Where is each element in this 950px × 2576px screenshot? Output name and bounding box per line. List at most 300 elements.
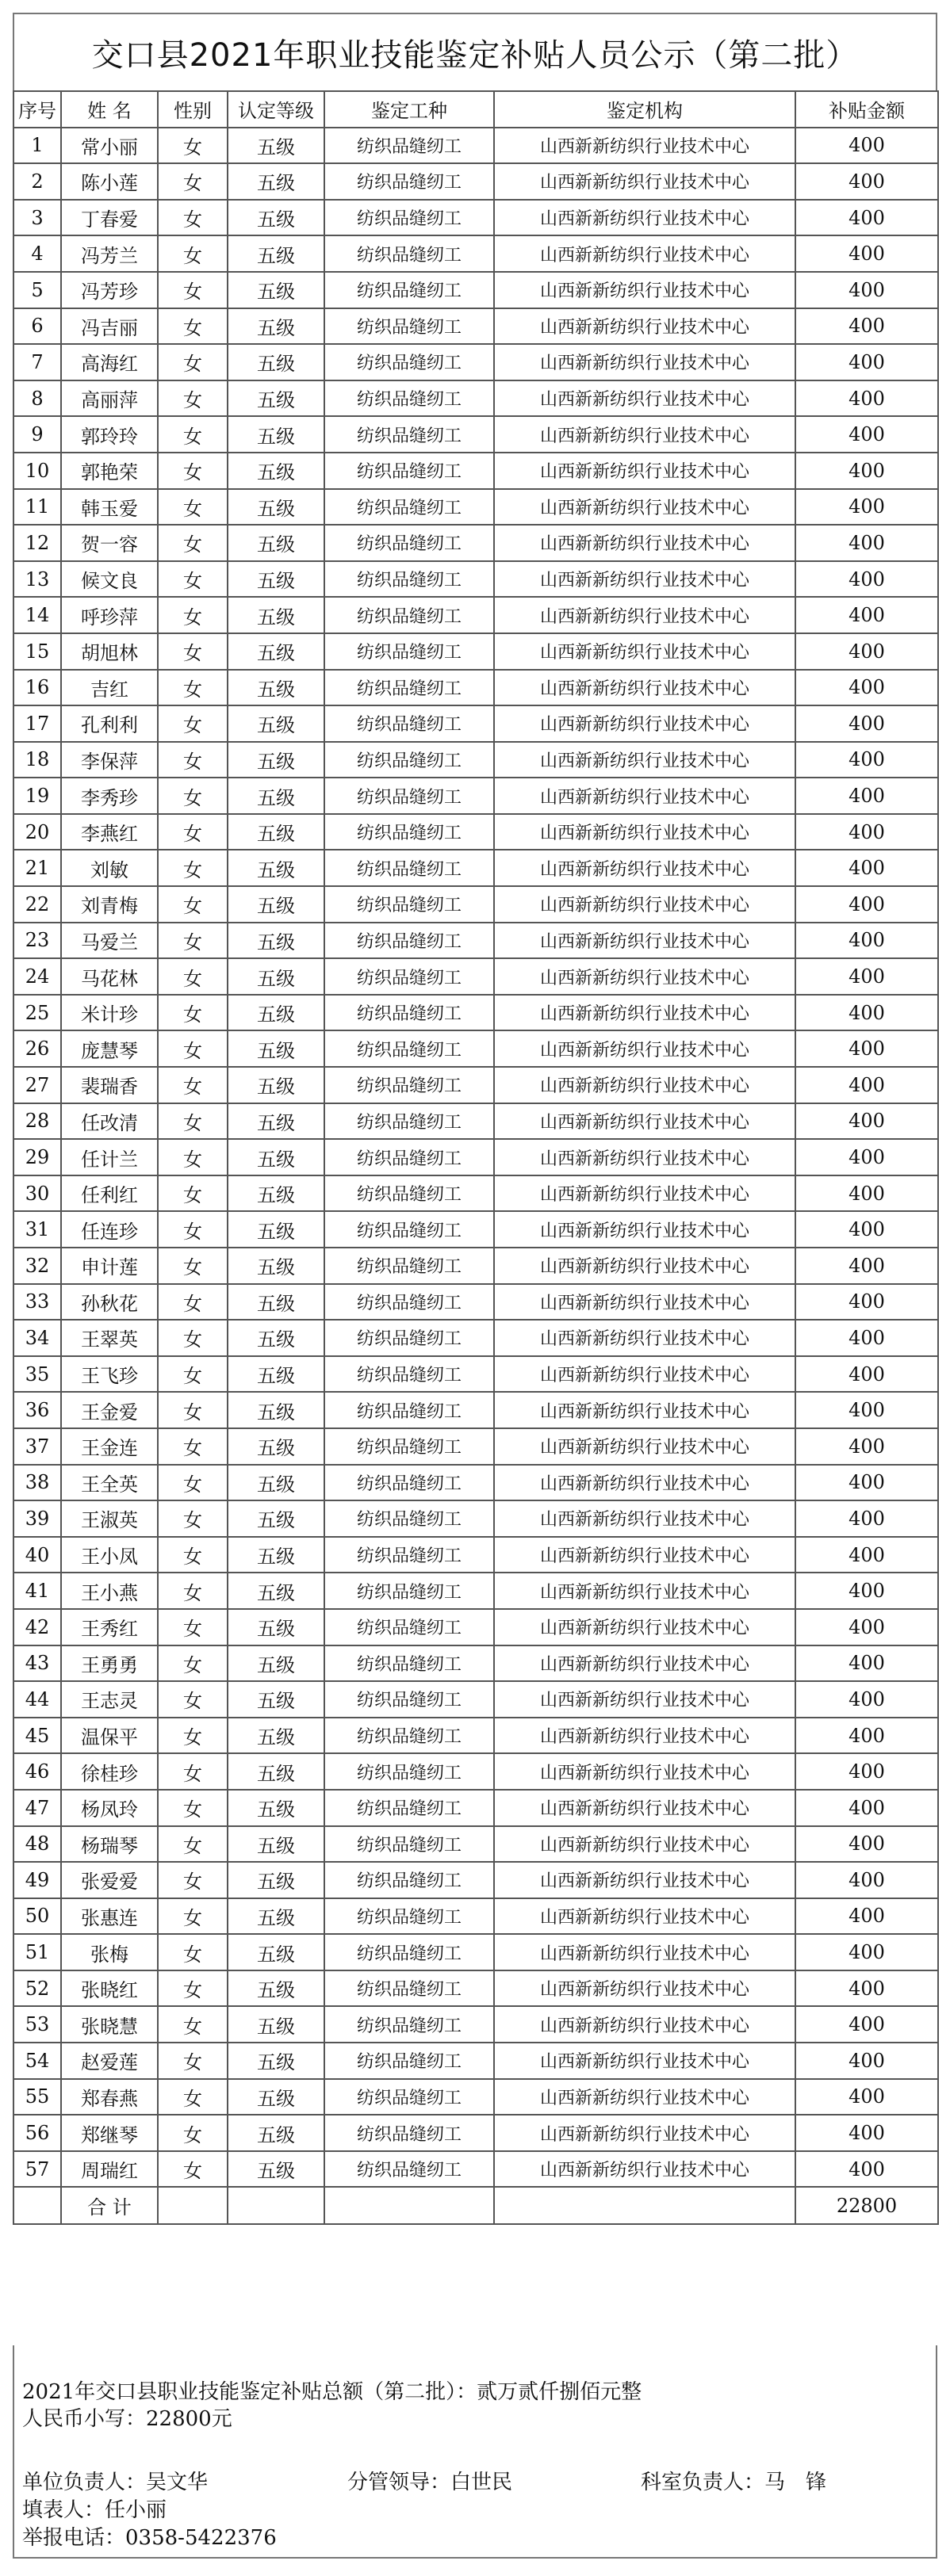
table-row	[13, 1681, 938, 1718]
row-level-cell: 五级	[228, 2043, 324, 2079]
row-trade-cell: 纺织品缝纫工	[324, 163, 494, 200]
row-institution-cell: 山西新新纺织行业技术中心	[494, 1790, 795, 1826]
table-row	[13, 1103, 938, 1140]
row-index-cell: 38	[13, 1465, 61, 1501]
row-institution-cell: 山西新新纺织行业技术中心	[494, 742, 795, 778]
table-row	[13, 1320, 938, 1356]
row-level-cell: 五级	[228, 1067, 324, 1103]
row-level-cell: 五级	[228, 995, 324, 1031]
row-institution-cell: 山西新新纺织行业技术中心	[494, 705, 795, 742]
row-index-cell: 3	[13, 200, 61, 236]
row-gender-cell: 女	[158, 200, 228, 236]
header-cell-gender: 性别	[158, 91, 228, 128]
row-level-cell: 五级	[228, 163, 324, 200]
row-index-cell: 43	[13, 1645, 61, 1682]
row-institution-cell: 山西新新纺织行业技术中心	[494, 597, 795, 633]
row-gender-cell: 女	[158, 1718, 228, 1754]
row-level-cell: 五级	[228, 525, 324, 561]
row-name-cell: 王小燕	[61, 1573, 158, 1609]
row-trade-cell: 纺织品缝纫工	[324, 1428, 494, 1465]
row-amount-cell: 400	[795, 1284, 938, 1320]
row-level-cell: 五级	[228, 1609, 324, 1645]
row-name-cell: 丁春爱	[61, 200, 158, 236]
row-name-cell: 任利红	[61, 1175, 158, 1212]
row-name-cell: 郑春燕	[61, 2079, 158, 2115]
row-name-cell: 周瑞红	[61, 2151, 158, 2188]
row-name-cell: 李燕红	[61, 814, 158, 850]
row-index-cell: 37	[13, 1428, 61, 1465]
row-level-cell: 五级	[228, 344, 324, 380]
row-trade-cell: 纺织品缝纫工	[324, 200, 494, 236]
row-institution-cell: 山西新新纺织行业技术中心	[494, 1862, 795, 1898]
row-amount-cell: 400	[795, 814, 938, 850]
row-level-cell: 五级	[228, 1681, 324, 1718]
row-index-cell: 46	[13, 1753, 61, 1790]
row-index-cell: 50	[13, 1898, 61, 1935]
row-name-cell: 张梅	[61, 1934, 158, 1970]
row-name-cell: 陈小莲	[61, 163, 158, 200]
row-trade-cell: 纺织品缝纫工	[324, 923, 494, 959]
row-institution-cell: 山西新新纺织行业技术中心	[494, 1030, 795, 1067]
row-gender-cell: 女	[158, 344, 228, 380]
row-amount-cell: 400	[795, 1139, 938, 1175]
row-gender-cell: 女	[158, 1898, 228, 1935]
row-institution-cell: 山西新新纺织行业技术中心	[494, 1175, 795, 1212]
header-cell-amount: 补贴金额	[795, 91, 938, 128]
row-trade-cell: 纺织品缝纫工	[324, 561, 494, 598]
row-name-cell: 王勇勇	[61, 1645, 158, 1682]
table-row	[13, 670, 938, 706]
row-gender-cell: 女	[158, 525, 228, 561]
row-name-cell: 韩玉爱	[61, 489, 158, 526]
table-row	[13, 814, 938, 850]
table-row	[13, 163, 938, 200]
unit-head-text: 单位负责人：吴文华	[22, 2471, 209, 2494]
row-level-cell: 五级	[228, 1428, 324, 1465]
row-amount-cell: 400	[795, 1970, 938, 2007]
table-row	[13, 742, 938, 778]
table-row	[13, 850, 938, 886]
row-amount-cell: 400	[795, 1753, 938, 1790]
row-amount-cell: 400	[795, 705, 938, 742]
row-index-cell: 33	[13, 1284, 61, 1320]
row-level-cell: 五级	[228, 886, 324, 923]
row-amount-cell: 400	[795, 561, 938, 598]
row-institution-cell: 山西新新纺织行业技术中心	[494, 1753, 795, 1790]
row-index-cell: 21	[13, 850, 61, 886]
row-gender-cell: 女	[158, 742, 228, 778]
row-level-cell: 五级	[228, 1139, 324, 1175]
total-empty-cell	[228, 2187, 324, 2224]
row-institution-cell: 山西新新纺织行业技术中心	[494, 525, 795, 561]
row-amount-cell: 400	[795, 416, 938, 453]
row-level-cell: 五级	[228, 1537, 324, 1573]
row-gender-cell: 女	[158, 886, 228, 923]
subsidy-table	[13, 90, 939, 2225]
row-index-cell: 40	[13, 1537, 61, 1573]
table-row	[13, 489, 938, 526]
row-name-cell: 冯吉丽	[61, 308, 158, 345]
row-gender-cell: 女	[158, 1537, 228, 1573]
row-trade-cell: 纺织品缝纫工	[324, 1537, 494, 1573]
row-amount-cell: 400	[795, 923, 938, 959]
row-index-cell: 28	[13, 1103, 61, 1140]
row-trade-cell: 纺织品缝纫工	[324, 1753, 494, 1790]
row-amount-cell: 400	[795, 1103, 938, 1140]
row-level-cell: 五级	[228, 1030, 324, 1067]
row-level-cell: 五级	[228, 2079, 324, 2115]
row-name-cell: 王秀红	[61, 1609, 158, 1645]
row-index-cell: 25	[13, 995, 61, 1031]
table-row	[13, 1030, 938, 1067]
row-level-cell: 五级	[228, 561, 324, 598]
row-institution-cell: 山西新新纺织行业技术中心	[494, 1392, 795, 1428]
row-trade-cell: 纺织品缝纫工	[324, 1067, 494, 1103]
table-row	[13, 633, 938, 670]
table-row	[13, 1284, 938, 1320]
row-institution-cell: 山西新新纺织行业技术中心	[494, 778, 795, 814]
row-level-cell: 五级	[228, 1465, 324, 1501]
row-name-cell: 高海红	[61, 344, 158, 380]
row-institution-cell: 山西新新纺织行业技术中心	[494, 272, 795, 308]
row-amount-cell: 400	[795, 1248, 938, 1284]
row-amount-cell: 400	[795, 1320, 938, 1356]
row-institution-cell: 山西新新纺织行业技术中心	[494, 814, 795, 850]
table-row	[13, 1790, 938, 1826]
table-row	[13, 2079, 938, 2115]
table-row	[13, 995, 938, 1031]
row-name-cell: 冯芳珍	[61, 272, 158, 308]
row-gender-cell: 女	[158, 1139, 228, 1175]
row-index-cell: 57	[13, 2151, 61, 2188]
row-institution-cell: 山西新新纺织行业技术中心	[494, 128, 795, 164]
row-gender-cell: 女	[158, 272, 228, 308]
row-level-cell: 五级	[228, 1392, 324, 1428]
table-row	[13, 1428, 938, 1465]
row-trade-cell: 纺织品缝纫工	[324, 272, 494, 308]
row-index-cell: 30	[13, 1175, 61, 1212]
row-amount-cell: 400	[795, 1175, 938, 1212]
row-amount-cell: 400	[795, 886, 938, 923]
header-cell-level: 认定等级	[228, 91, 324, 128]
row-gender-cell: 女	[158, 1609, 228, 1645]
row-index-cell: 55	[13, 2079, 61, 2115]
row-institution-cell: 山西新新纺织行业技术中心	[494, 1826, 795, 1863]
row-gender-cell: 女	[158, 2151, 228, 2188]
row-trade-cell: 纺织品缝纫工	[324, 670, 494, 706]
total-index-cell	[13, 2187, 61, 2224]
row-level-cell: 五级	[228, 1103, 324, 1140]
table-row	[13, 2043, 938, 2079]
table-row	[13, 1934, 938, 1970]
row-amount-cell: 400	[795, 597, 938, 633]
row-amount-cell: 400	[795, 2115, 938, 2151]
row-institution-cell: 山西新新纺织行业技术中心	[494, 1573, 795, 1609]
row-index-cell: 4	[13, 235, 61, 272]
row-level-cell: 五级	[228, 958, 324, 995]
row-trade-cell: 纺织品缝纫工	[324, 742, 494, 778]
row-amount-cell: 400	[795, 1826, 938, 1863]
row-name-cell: 赵爱莲	[61, 2043, 158, 2079]
row-gender-cell: 女	[158, 670, 228, 706]
row-index-cell: 23	[13, 923, 61, 959]
row-gender-cell: 女	[158, 1862, 228, 1898]
table-row	[13, 1139, 938, 1175]
row-gender-cell: 女	[158, 308, 228, 345]
row-institution-cell: 山西新新纺织行业技术中心	[494, 1211, 795, 1248]
table-row	[13, 958, 938, 995]
table-row	[13, 200, 938, 236]
row-trade-cell: 纺织品缝纫工	[324, 1790, 494, 1826]
row-index-cell: 14	[13, 597, 61, 633]
table-row	[13, 1067, 938, 1103]
row-gender-cell: 女	[158, 1175, 228, 1212]
row-gender-cell: 女	[158, 2079, 228, 2115]
row-level-cell: 五级	[228, 778, 324, 814]
table-row	[13, 2151, 938, 2188]
row-level-cell: 五级	[228, 1500, 324, 1537]
table-row	[13, 1826, 938, 1863]
table-row	[13, 308, 938, 345]
table-row	[13, 380, 938, 417]
row-index-cell: 18	[13, 742, 61, 778]
row-amount-cell: 400	[795, 742, 938, 778]
row-index-cell: 15	[13, 633, 61, 670]
row-name-cell: 徐桂珍	[61, 1753, 158, 1790]
row-index-cell: 34	[13, 1320, 61, 1356]
row-index-cell: 27	[13, 1067, 61, 1103]
row-level-cell: 五级	[228, 1248, 324, 1284]
table-row	[13, 1392, 938, 1428]
row-index-cell: 10	[13, 453, 61, 489]
row-trade-cell: 纺织品缝纫工	[324, 1573, 494, 1609]
row-gender-cell: 女	[158, 958, 228, 995]
row-level-cell: 五级	[228, 380, 324, 417]
table-row	[13, 344, 938, 380]
row-index-cell: 44	[13, 1681, 61, 1718]
row-gender-cell: 女	[158, 489, 228, 526]
row-institution-cell: 山西新新纺织行业技术中心	[494, 1609, 795, 1645]
notes-section	[13, 2345, 937, 2559]
row-amount-cell: 400	[795, 163, 938, 200]
row-institution-cell: 山西新新纺织行业技术中心	[494, 1970, 795, 2007]
row-institution-cell: 山西新新纺织行业技术中心	[494, 958, 795, 995]
summary-amount-text: 人民币小写：22800元	[22, 2407, 232, 2431]
row-level-cell: 五级	[228, 235, 324, 272]
row-gender-cell: 女	[158, 1573, 228, 1609]
row-index-cell: 16	[13, 670, 61, 706]
row-amount-cell: 400	[795, 850, 938, 886]
row-level-cell: 五级	[228, 923, 324, 959]
row-index-cell: 31	[13, 1211, 61, 1248]
row-index-cell: 9	[13, 416, 61, 453]
row-trade-cell: 纺织品缝纫工	[324, 128, 494, 164]
row-index-cell: 6	[13, 308, 61, 345]
row-trade-cell: 纺织品缝纫工	[324, 1934, 494, 1970]
row-institution-cell: 山西新新纺织行业技术中心	[494, 235, 795, 272]
row-gender-cell: 女	[158, 128, 228, 164]
row-gender-cell: 女	[158, 1284, 228, 1320]
row-name-cell: 张晓慧	[61, 2006, 158, 2043]
row-institution-cell: 山西新新纺织行业技术中心	[494, 670, 795, 706]
row-index-cell: 39	[13, 1500, 61, 1537]
row-amount-cell: 400	[795, 1862, 938, 1898]
row-name-cell: 米计珍	[61, 995, 158, 1031]
table-row	[13, 416, 938, 453]
row-level-cell: 五级	[228, 1356, 324, 1393]
row-amount-cell: 400	[795, 633, 938, 670]
row-level-cell: 五级	[228, 742, 324, 778]
row-gender-cell: 女	[158, 1067, 228, 1103]
row-level-cell: 五级	[228, 1645, 324, 1682]
row-trade-cell: 纺织品缝纫工	[324, 235, 494, 272]
row-level-cell: 五级	[228, 1970, 324, 2007]
row-name-cell: 张晓红	[61, 1970, 158, 2007]
row-trade-cell: 纺织品缝纫工	[324, 2151, 494, 2188]
row-gender-cell: 女	[158, 1970, 228, 2007]
row-institution-cell: 山西新新纺织行业技术中心	[494, 923, 795, 959]
table-row	[13, 2006, 938, 2043]
row-amount-cell: 400	[795, 200, 938, 236]
row-name-cell: 马爱兰	[61, 923, 158, 959]
row-name-cell: 裴瑞香	[61, 1067, 158, 1103]
row-name-cell: 郭玲玲	[61, 416, 158, 453]
row-institution-cell: 山西新新纺织行业技术中心	[494, 344, 795, 380]
page-title: 交口县2021年职业技能鉴定补贴人员公示（第二批）	[13, 13, 937, 90]
row-amount-cell: 400	[795, 778, 938, 814]
row-institution-cell: 山西新新纺织行业技术中心	[494, 633, 795, 670]
row-index-cell: 11	[13, 489, 61, 526]
row-level-cell: 五级	[228, 489, 324, 526]
table-row	[13, 1609, 938, 1645]
row-level-cell: 五级	[228, 2115, 324, 2151]
row-institution-cell: 山西新新纺织行业技术中心	[494, 2006, 795, 2043]
row-amount-cell: 400	[795, 1392, 938, 1428]
row-level-cell: 五级	[228, 2006, 324, 2043]
row-gender-cell: 女	[158, 1103, 228, 1140]
row-amount-cell: 400	[795, 2151, 938, 2188]
row-gender-cell: 女	[158, 597, 228, 633]
row-name-cell: 呼珍萍	[61, 597, 158, 633]
row-level-cell: 五级	[228, 272, 324, 308]
row-institution-cell: 山西新新纺织行业技术中心	[494, 416, 795, 453]
row-gender-cell: 女	[158, 2043, 228, 2079]
row-institution-cell: 山西新新纺织行业技术中心	[494, 1356, 795, 1393]
row-institution-cell: 山西新新纺织行业技术中心	[494, 2043, 795, 2079]
row-index-cell: 51	[13, 1934, 61, 1970]
row-trade-cell: 纺织品缝纫工	[324, 453, 494, 489]
row-index-cell: 24	[13, 958, 61, 995]
row-gender-cell: 女	[158, 633, 228, 670]
row-index-cell: 56	[13, 2115, 61, 2151]
row-name-cell: 杨瑞琴	[61, 1826, 158, 1863]
row-institution-cell: 山西新新纺织行业技术中心	[494, 1428, 795, 1465]
row-index-cell: 42	[13, 1609, 61, 1645]
row-name-cell: 任改清	[61, 1103, 158, 1140]
row-institution-cell: 山西新新纺织行业技术中心	[494, 2115, 795, 2151]
row-institution-cell: 山西新新纺织行业技术中心	[494, 850, 795, 886]
row-trade-cell: 纺织品缝纫工	[324, 1970, 494, 2007]
header-cell-institution: 鉴定机构	[494, 91, 795, 128]
table-row	[13, 2115, 938, 2151]
row-trade-cell: 纺织品缝纫工	[324, 814, 494, 850]
row-trade-cell: 纺织品缝纫工	[324, 1211, 494, 1248]
row-trade-cell: 纺织品缝纫工	[324, 958, 494, 995]
row-name-cell: 郭艳荣	[61, 453, 158, 489]
row-institution-cell: 山西新新纺织行业技术中心	[494, 380, 795, 417]
row-index-cell: 20	[13, 814, 61, 850]
row-trade-cell: 纺织品缝纫工	[324, 633, 494, 670]
row-gender-cell: 女	[158, 1465, 228, 1501]
row-trade-cell: 纺织品缝纫工	[324, 1681, 494, 1718]
row-amount-cell: 400	[795, 1718, 938, 1754]
row-level-cell: 五级	[228, 1175, 324, 1212]
row-name-cell: 高丽萍	[61, 380, 158, 417]
row-amount-cell: 400	[795, 1645, 938, 1682]
row-institution-cell: 山西新新纺织行业技术中心	[494, 200, 795, 236]
header-cell-trade: 鉴定工种	[324, 91, 494, 128]
table-row	[13, 1970, 938, 2007]
row-name-cell: 王翠英	[61, 1320, 158, 1356]
row-trade-cell: 纺织品缝纫工	[324, 1862, 494, 1898]
row-gender-cell: 女	[158, 995, 228, 1031]
row-trade-cell: 纺织品缝纫工	[324, 1103, 494, 1140]
notice-sheet	[13, 13, 937, 2225]
row-institution-cell: 山西新新纺织行业技术中心	[494, 1284, 795, 1320]
row-level-cell: 五级	[228, 1790, 324, 1826]
row-amount-cell: 400	[795, 525, 938, 561]
row-name-cell: 王金爱	[61, 1392, 158, 1428]
row-name-cell: 马花林	[61, 958, 158, 995]
row-index-cell: 48	[13, 1826, 61, 1863]
row-trade-cell: 纺织品缝纫工	[324, 1139, 494, 1175]
row-index-cell: 26	[13, 1030, 61, 1067]
row-gender-cell: 女	[158, 1428, 228, 1465]
row-trade-cell: 纺织品缝纫工	[324, 1718, 494, 1754]
table-row	[13, 272, 938, 308]
row-institution-cell: 山西新新纺织行业技术中心	[494, 995, 795, 1031]
row-gender-cell: 女	[158, 163, 228, 200]
row-gender-cell: 女	[158, 1790, 228, 1826]
row-level-cell: 五级	[228, 705, 324, 742]
table-row	[13, 1356, 938, 1393]
table-row	[13, 128, 938, 164]
row-institution-cell: 山西新新纺织行业技术中心	[494, 489, 795, 526]
row-index-cell: 41	[13, 1573, 61, 1609]
row-trade-cell: 纺织品缝纫工	[324, 1609, 494, 1645]
row-gender-cell: 女	[158, 235, 228, 272]
row-gender-cell: 女	[158, 380, 228, 417]
table-row	[13, 561, 938, 598]
row-institution-cell: 山西新新纺织行业技术中心	[494, 1537, 795, 1573]
row-name-cell: 杨凤玲	[61, 1790, 158, 1826]
row-institution-cell: 山西新新纺织行业技术中心	[494, 1718, 795, 1754]
row-institution-cell: 山西新新纺织行业技术中心	[494, 2151, 795, 2188]
row-gender-cell: 女	[158, 561, 228, 598]
row-institution-cell: 山西新新纺织行业技术中心	[494, 1320, 795, 1356]
row-index-cell: 17	[13, 705, 61, 742]
table-row	[13, 1862, 938, 1898]
row-level-cell: 五级	[228, 1718, 324, 1754]
row-trade-cell: 纺织品缝纫工	[324, 1392, 494, 1428]
table-row	[13, 1500, 938, 1537]
row-index-cell: 1	[13, 128, 61, 164]
row-trade-cell: 纺织品缝纫工	[324, 1500, 494, 1537]
row-institution-cell: 山西新新纺织行业技术中心	[494, 1645, 795, 1682]
row-index-cell: 45	[13, 1718, 61, 1754]
row-trade-cell: 纺织品缝纫工	[324, 1826, 494, 1863]
row-name-cell: 王飞珍	[61, 1356, 158, 1393]
